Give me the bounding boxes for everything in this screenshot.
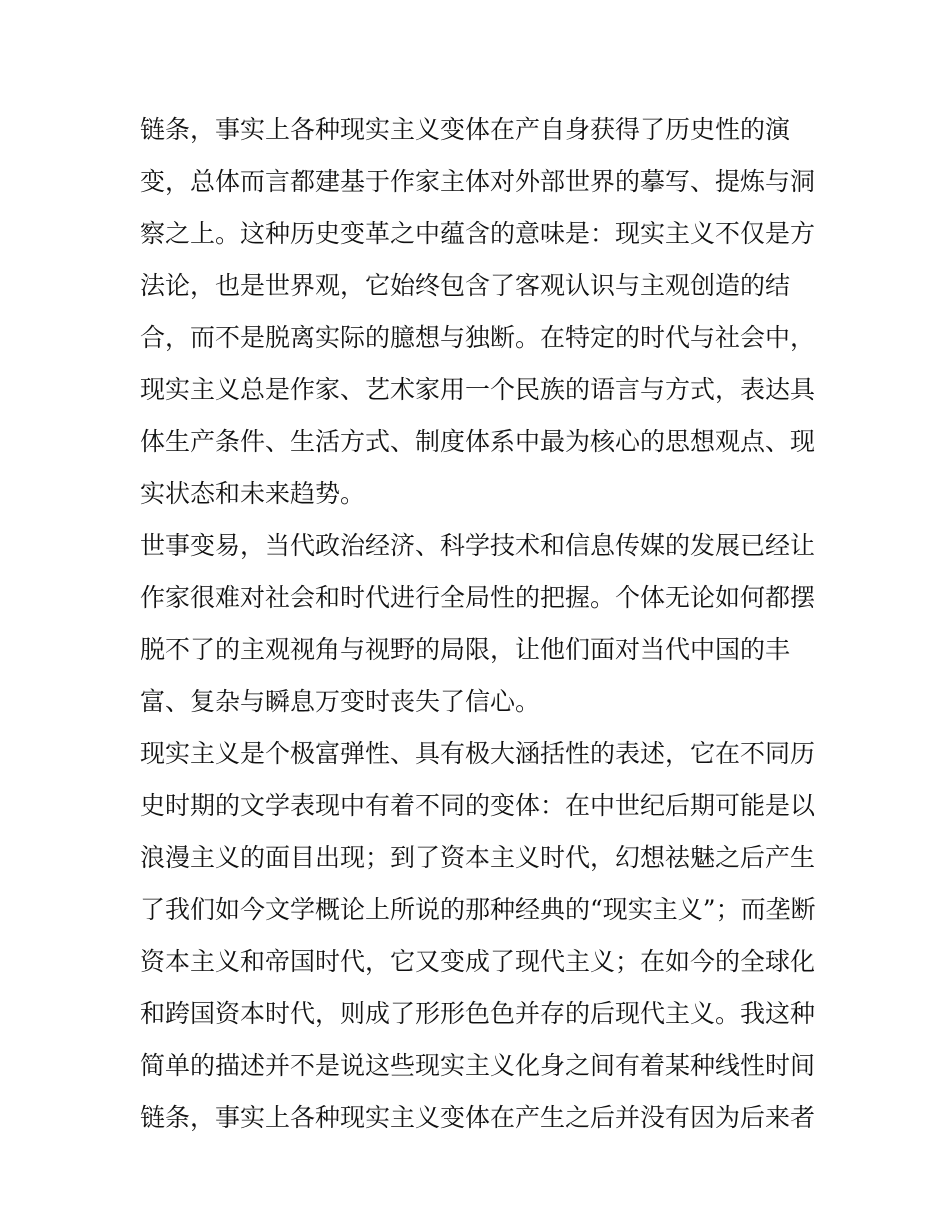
text-line: 现实主义总是作家、艺术家用一个民族的语言与方式，表达具 <box>140 375 816 404</box>
text-line: 链条，事实上各种现实主义变体在产生之后并没有因为后来者 <box>140 1103 816 1132</box>
text-line: 现实主义是个极富弹性、具有极大涵括性的表述，它在不同历 <box>140 739 816 768</box>
text-line: 简单的描述并不是说这些现实主义化身之间有着某种线性时间 <box>140 1051 816 1080</box>
text-line: 法论，也是世界观，它始终包含了客观认识与主观创造的结 <box>140 271 791 300</box>
text-line: 和跨国资本时代，则成了形形色色并存的后现代主义。我这种 <box>140 999 816 1028</box>
text-line: 链条，事实上各种现实主义变体在产自身获得了历史性的演 <box>140 115 791 144</box>
text-line: 世事变易，当代政治经济、科学技术和信息传媒的发展已经让 <box>140 531 816 560</box>
text-line: 变，总体而言都建基于作家主体对外部世界的摹写、提炼与洞 <box>140 167 816 196</box>
text-line: 史时期的文学表现中有着不同的变体：在中世纪后期可能是以 <box>140 791 816 820</box>
text-line: 脱不了的主观视角与视野的局限，让他们面对当代中国的丰 <box>140 635 791 664</box>
text-line: 浪漫主义的面目出现；到了资本主义时代，幻想祛魅之后产生 <box>140 843 816 872</box>
text-line: 合，而不是脱离实际的臆想与独断。在特定的时代与社会中， <box>140 323 816 352</box>
text-line: 作家很难对社会和时代进行全局性的把握。个体无论如何都摆 <box>140 583 816 612</box>
text-line: 体生产条件、生活方式、制度体系中最为核心的思想观点、现 <box>140 427 816 456</box>
text-line: 了我们如今文学概论上所说的那种经典的“现实主义”；而垄断 <box>140 895 816 924</box>
text-line: 察之上。这种历史变革之中蕴含的意味是：现实主义不仅是方 <box>140 219 816 248</box>
document-body <box>140 104 820 1144</box>
text-line: 实状态和未来趋势。 <box>140 479 366 508</box>
text-line: 富、复杂与瞬息万变时丧失了信心。 <box>140 687 541 716</box>
text-line: 资本主义和帝国时代，它又变成了现代主义；在如今的全球化 <box>140 947 816 976</box>
